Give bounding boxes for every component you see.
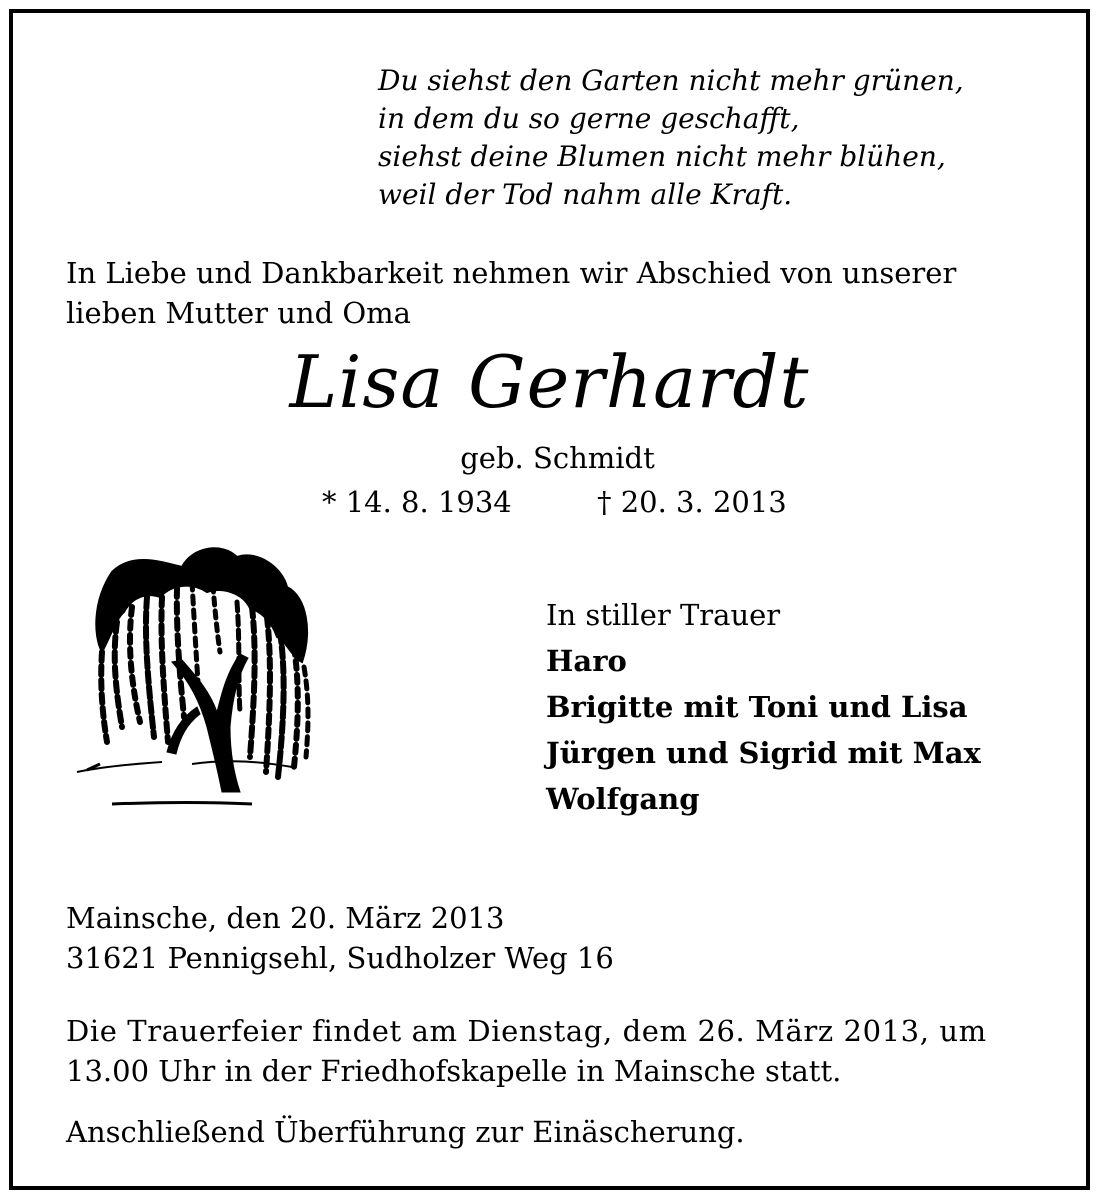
mourner-name: Brigitte mit Toni und Lisa — [546, 690, 968, 724]
address-line: 31621 Pennigsehl, Sudholzer Weg 16 — [66, 941, 614, 975]
mourner-name: Haro — [546, 644, 627, 678]
poem-line: in dem du so gerne geschafft, — [378, 102, 800, 135]
mourner-name: Wolfgang — [546, 782, 700, 816]
intro-line: In Liebe und Dankbarkeit nehmen wir Abschied von unserer — [66, 256, 957, 290]
intro-line: lieben Mutter und Oma — [66, 296, 411, 330]
maiden-name: geb. Schmidt — [460, 441, 655, 475]
place-date-line: Mainsche, den 20. März 2013 — [66, 901, 505, 935]
poem-line: Du siehst den Garten nicht mehr grünen, — [378, 64, 964, 97]
service-line: Die Trauerfeier findet am Dienstag, dem 26. März 2013, um — [66, 1014, 987, 1048]
service-line: 13.00 Uhr in der Friedhofskapelle in Mainsche statt. — [66, 1054, 842, 1088]
death-date: † 20. 3. 2013 — [597, 485, 787, 519]
mourners-heading: In stiller Trauer — [546, 598, 781, 632]
place-and-address — [66, 898, 614, 978]
intro-text — [66, 253, 956, 333]
poem-line: siehst deine Blumen nicht mehr blühen, — [378, 140, 946, 173]
mourner-name: Jürgen und Sigrid mit Max — [546, 736, 981, 770]
funeral-service-info — [66, 1011, 1046, 1091]
willow-tree-icon — [72, 542, 332, 812]
mourners-block — [546, 592, 981, 822]
poem-line: weil der Tod nahm alle Kraft. — [378, 178, 793, 211]
cremation-note: Anschließend Überführung zur Einäscherung. — [66, 1115, 745, 1149]
birth-date: * 14. 8. 1934 — [322, 485, 512, 519]
deceased-name: Lisa Gerhardt — [289, 340, 810, 424]
poem — [378, 62, 964, 214]
